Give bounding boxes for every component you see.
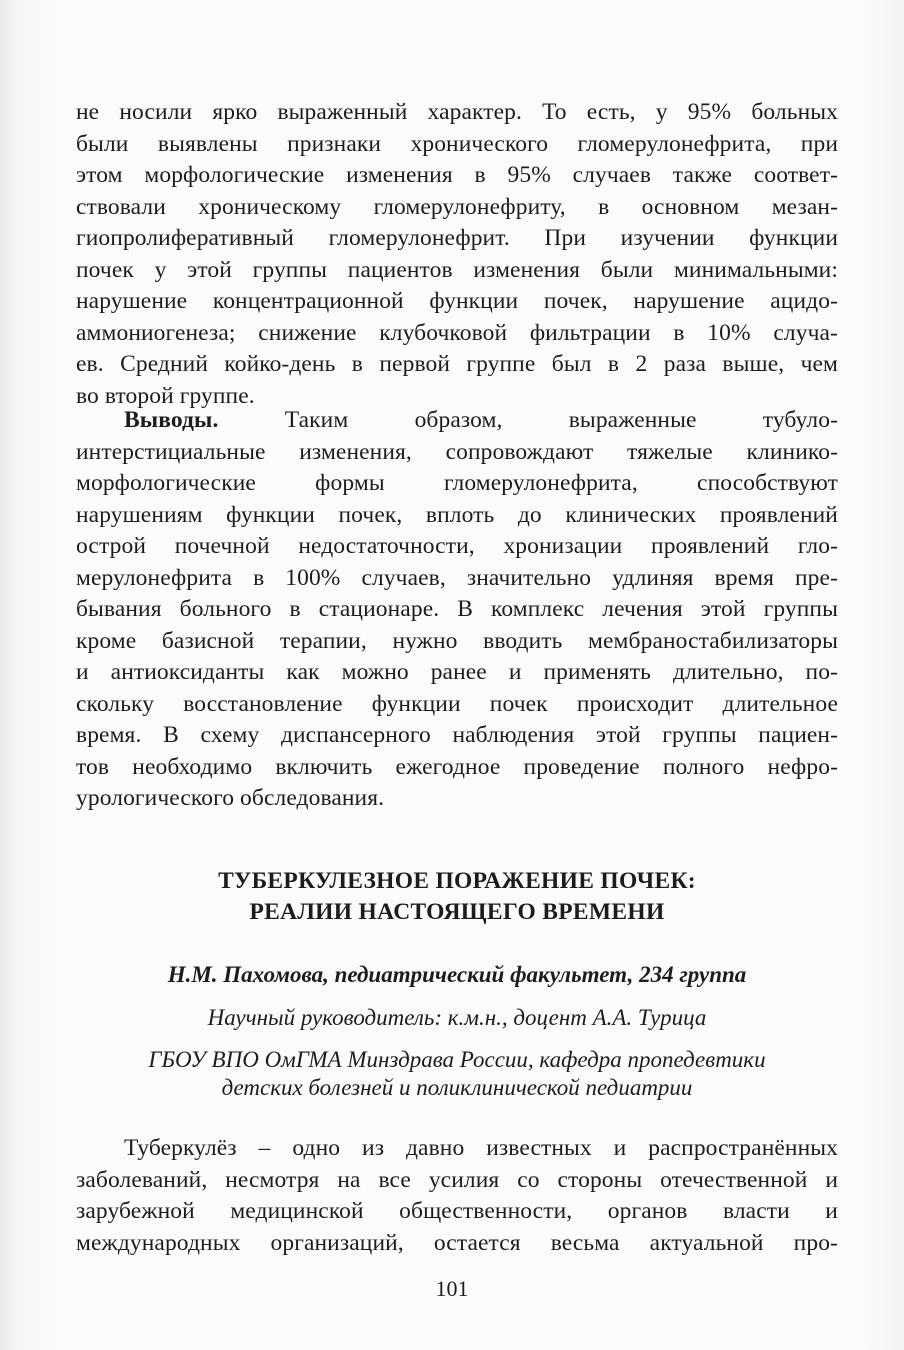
text-line: морфологические формы гломерулонефрита, способствуют <box>76 470 838 496</box>
article-title-line-2: РЕАЛИИ НАСТОЯЩЕГО ВРЕМЕНИ <box>249 899 665 925</box>
text-line: ев. Средний койко-день в первой группе был в 2 раза выше, чем <box>76 351 838 377</box>
text-line: во второй группе. <box>76 382 255 409</box>
paragraph-conclusions <box>76 405 838 815</box>
text-line: острой почечной недостаточности, хронизации проявлений гло- <box>76 533 838 559</box>
text-line: заболеваний, несмотря на все усилия со стороны отечественной и <box>76 1166 838 1193</box>
text-line: скольку восстановление функции почек происходит длительное <box>76 690 838 717</box>
text-line: не носили ярко выраженный характер. То есть, у 95% больных <box>76 99 838 125</box>
conclusions-label: Выводы. <box>124 407 219 433</box>
article-institution-line-2: детских болезней и поликлинической педиатрии <box>221 1075 693 1100</box>
paragraph-introduction <box>76 1133 838 1259</box>
text-line: нарушение концентрационной функции почек, нарушение ацидо- <box>76 288 838 314</box>
text-line: этом морфологические изменения в 95% случаев также соответ- <box>76 162 838 188</box>
text-line: тов необходимо включить ежегодное проведение полного нефро- <box>76 753 838 780</box>
text-line <box>76 405 838 437</box>
text-line: и антиоксиданты как можно ранее и применять длительно, по- <box>76 659 838 685</box>
text-line: интерстициальные изменения, сопровождают тяжелые клинико- <box>76 438 838 465</box>
text-line: гиопролиферативный гломерулонефрит. При изучении функции <box>76 225 838 251</box>
page-number: 101 <box>435 1276 469 1301</box>
text-line: были выявлены признаки хронического гломерулонефрита, при <box>76 130 838 157</box>
article-authors: Н.М. Пахомова, педиатрический факультет, 234 группа <box>167 962 747 987</box>
text-line: кроме базисной терапии, нужно вводить мембраностабилизаторы <box>76 627 838 654</box>
text-line: бывания больного в стационаре. В комплекс лечения этой группы <box>76 596 838 622</box>
text-line: почек у этой группы пациентов изменения были минимальными: <box>76 256 838 283</box>
text-line: аммониогенеза; снижение клубочковой фильтрации в 10% случа- <box>76 319 838 346</box>
article-title-line-1: ТУБЕРКУЛЕЗНОЕ ПОРАЖЕНИЕ ПОЧЕК: <box>218 868 696 894</box>
text-line: нарушениям функции почек, вплоть до клинических проявлений <box>76 501 838 528</box>
text-line: время. В схему диспансерного наблюдения этой группы пациен- <box>76 722 838 748</box>
article-supervisor: Научный руководитель: к.м.н., доцент А.А. Турица <box>207 1005 707 1030</box>
text-line: зарубежной медицинской общественности, органов власти и <box>76 1198 838 1224</box>
paragraph-results <box>76 97 838 412</box>
text-line: Туберкулёз – одно из давно известных и распространённых <box>124 1135 838 1161</box>
article-institution-line-1: ГБОУ ВПО ОмГМА Минздрава России, кафедра пропедевтики <box>148 1047 766 1072</box>
text-line: международных организаций, остается весьма актуальной про- <box>76 1229 838 1256</box>
text-line: мерулонефрита в 100% случаев, значительно удлиняя время пре- <box>76 564 838 591</box>
text-line: ствовали хроническому гломерулонефриту, в основном мезан- <box>76 193 838 220</box>
text-fragment: Таким образом, выраженные тубуло- <box>218 407 838 433</box>
text-line: урологического обследования. <box>76 785 385 811</box>
